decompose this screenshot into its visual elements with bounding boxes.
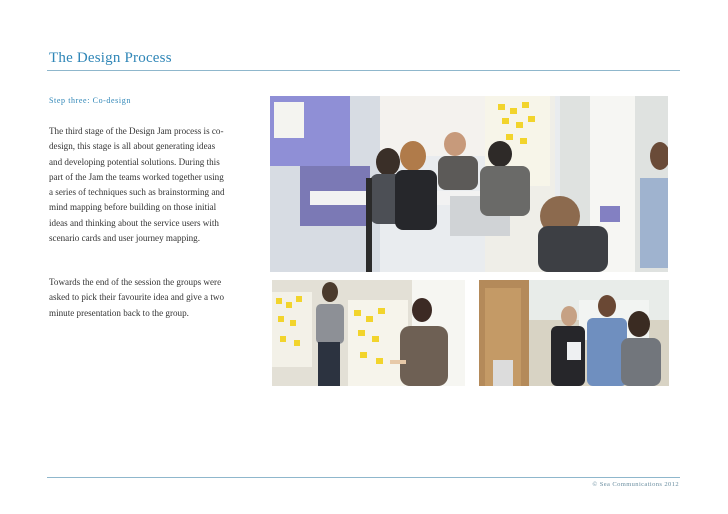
header-divider [47,70,680,71]
photo-workshop-group [270,96,668,272]
page-title: The Design Process [49,50,172,66]
footer-divider [47,477,680,478]
photo-presentation-left [272,280,465,386]
photo-presentation-right [479,280,669,386]
copyright-footer: © Sea Communications 2012 [592,481,679,488]
section-subtitle: Step three: Co-design [49,96,131,105]
body-paragraph-presentation: Towards the end of the session the groups were asked to pick their favourite idea and give a two minute presentation back to the group. [49,277,224,318]
body-paragraph-codesign: The third stage of the Design Jam process is co-design, this stage is all about generating ideas and developing potential solutions. During this part of the Jam the teams worked together using a series of techniques such as brainstorming and mind mapping before building on those initial ideas and thinking about the service users with scenario cards and user journey mapping. [49,126,225,244]
